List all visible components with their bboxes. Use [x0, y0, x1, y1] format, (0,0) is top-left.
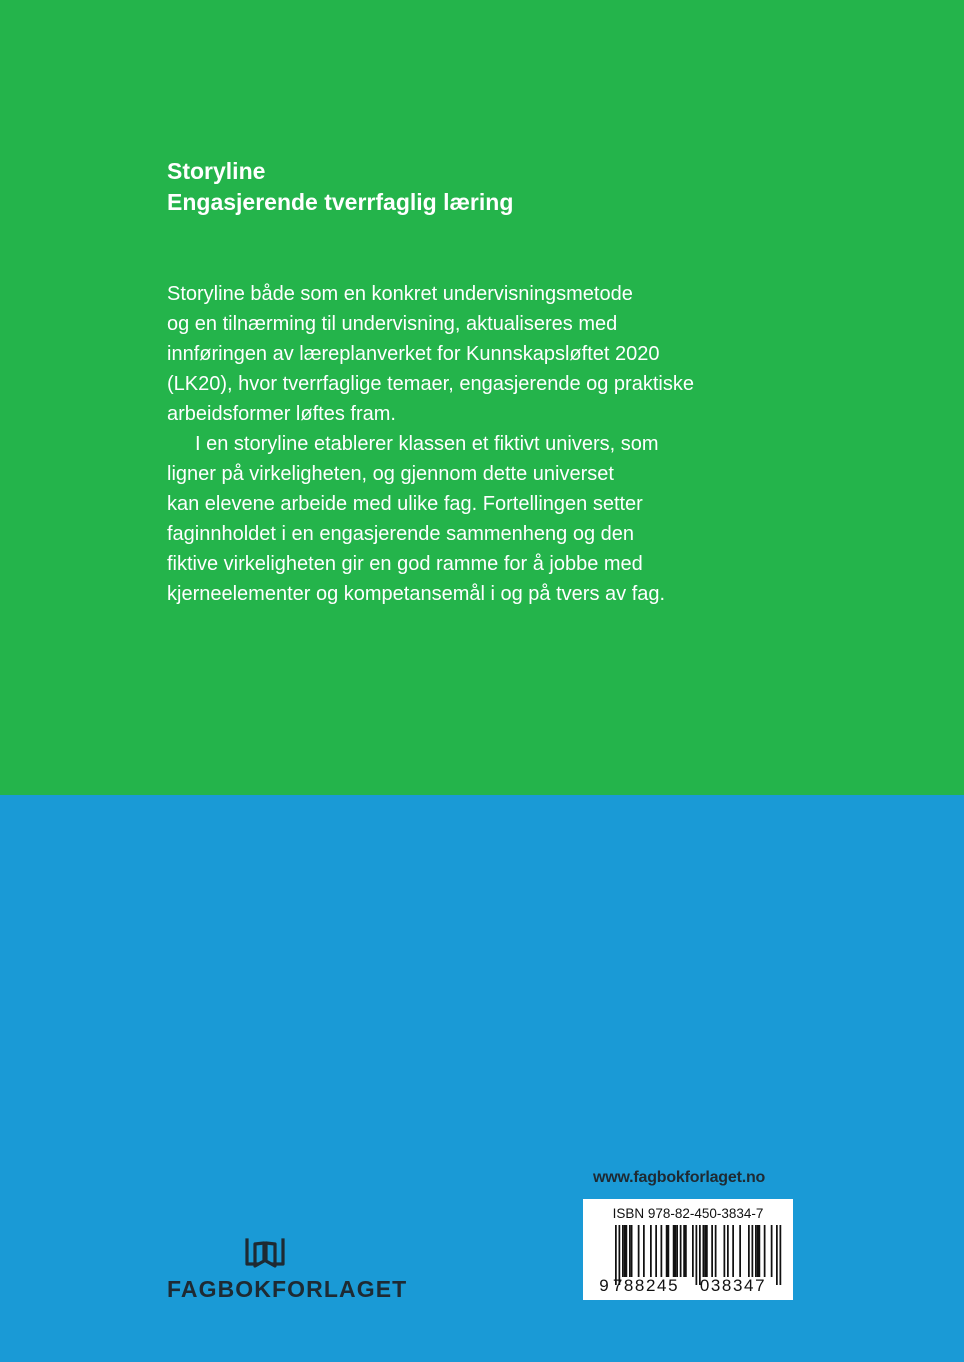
- barcode-bar: [727, 1225, 729, 1277]
- barcode-bar: [668, 1225, 670, 1277]
- barcode-bar: [739, 1225, 741, 1277]
- barcode-bar: [764, 1225, 766, 1277]
- barcode-bar: [673, 1225, 675, 1277]
- barcode-bar: [622, 1225, 624, 1277]
- blurb-line: kan elevene arbeide med ulike fag. Fortellingen setter: [167, 493, 643, 515]
- barcode-bar: [755, 1225, 757, 1277]
- blurb-line: og en tilnærming til undervisning, aktualiseres med: [167, 313, 618, 335]
- barcode-bar: [780, 1225, 782, 1285]
- blurb-line: innføringen av læreplanverket for Kunnskapsløftet 2020: [167, 343, 660, 365]
- barcode-bar: [683, 1225, 685, 1277]
- barcode-bar: [706, 1225, 708, 1277]
- barcode-bar: [776, 1225, 778, 1285]
- barcode-graphic: [583, 1199, 793, 1300]
- title-line-2: Engasjerende tverrfaglig læring: [167, 189, 514, 215]
- barcode-bar: [629, 1225, 631, 1277]
- barcode-bar: [757, 1225, 759, 1277]
- barcode-bar: [696, 1225, 698, 1285]
- barcode-bar: [676, 1225, 678, 1277]
- barcode-right-digits: 038347: [699, 1276, 767, 1295]
- barcode-bar: [626, 1225, 628, 1277]
- blurb-line: arbeidsformer løftes fram.: [167, 403, 396, 425]
- barcode-bar: [685, 1225, 687, 1277]
- barcode-bar: [655, 1225, 657, 1277]
- barcode-bar: [643, 1225, 645, 1277]
- blurb-line: faginnholdet i en engasjerende sammenheng og den: [167, 523, 635, 545]
- publisher-name: FAGBOKFORLAGET: [167, 1276, 408, 1302]
- barcode-bar: [752, 1225, 754, 1277]
- barcode-bar: [704, 1225, 706, 1277]
- title-line-1: Storyline: [167, 158, 266, 184]
- barcode-bar: [624, 1225, 626, 1277]
- isbn-barcode: [583, 1199, 793, 1300]
- barcode-bar: [724, 1225, 726, 1277]
- barcode-left-digits: 788245: [612, 1276, 680, 1295]
- barcode-bar: [631, 1225, 633, 1277]
- barcode-bar: [661, 1225, 663, 1277]
- barcode-bar: [759, 1225, 761, 1277]
- barcode-bar: [692, 1225, 694, 1277]
- barcode-bar: [748, 1225, 750, 1277]
- barcode-bar: [703, 1225, 705, 1277]
- barcode-bar: [638, 1225, 640, 1277]
- barcode-bar: [771, 1225, 773, 1277]
- barcode-bar: [666, 1225, 668, 1277]
- barcode-bar: [711, 1225, 713, 1277]
- blurb-line: kjerneelementer og kompetansemål i og på tvers av fag.: [167, 583, 666, 605]
- barcode-bar: [680, 1225, 682, 1277]
- barcode-bar: [732, 1225, 734, 1277]
- barcode-first-digit: 9: [599, 1276, 609, 1295]
- isbn-label: ISBN 978-82-450-3834-7: [612, 1206, 764, 1221]
- barcode-bar: [675, 1225, 677, 1277]
- barcode-bar: [715, 1225, 717, 1277]
- blurb-line: I en storyline etablerer klassen et fiktivt univers, som: [195, 433, 659, 455]
- book-title: [167, 156, 513, 218]
- blurb-line: fiktive virkeligheten gir en god ramme for å jobbe med: [167, 553, 643, 575]
- blue-panel: [0, 795, 964, 1362]
- publisher-website: www.fagbokforlaget.no: [593, 1169, 766, 1186]
- barcode-bar: [650, 1225, 652, 1277]
- blurb-line: Storyline både som en konkret undervisningsmetode: [167, 283, 633, 305]
- back-cover-blurb: [167, 279, 787, 609]
- open-book-logo-icon: [244, 1238, 286, 1268]
- blurb-line: ligner på virkeligheten, og gjennom dette universet: [167, 463, 614, 485]
- blurb-line: (LK20), hvor tverrfaglige temaer, engasjerende og praktiske: [167, 373, 694, 395]
